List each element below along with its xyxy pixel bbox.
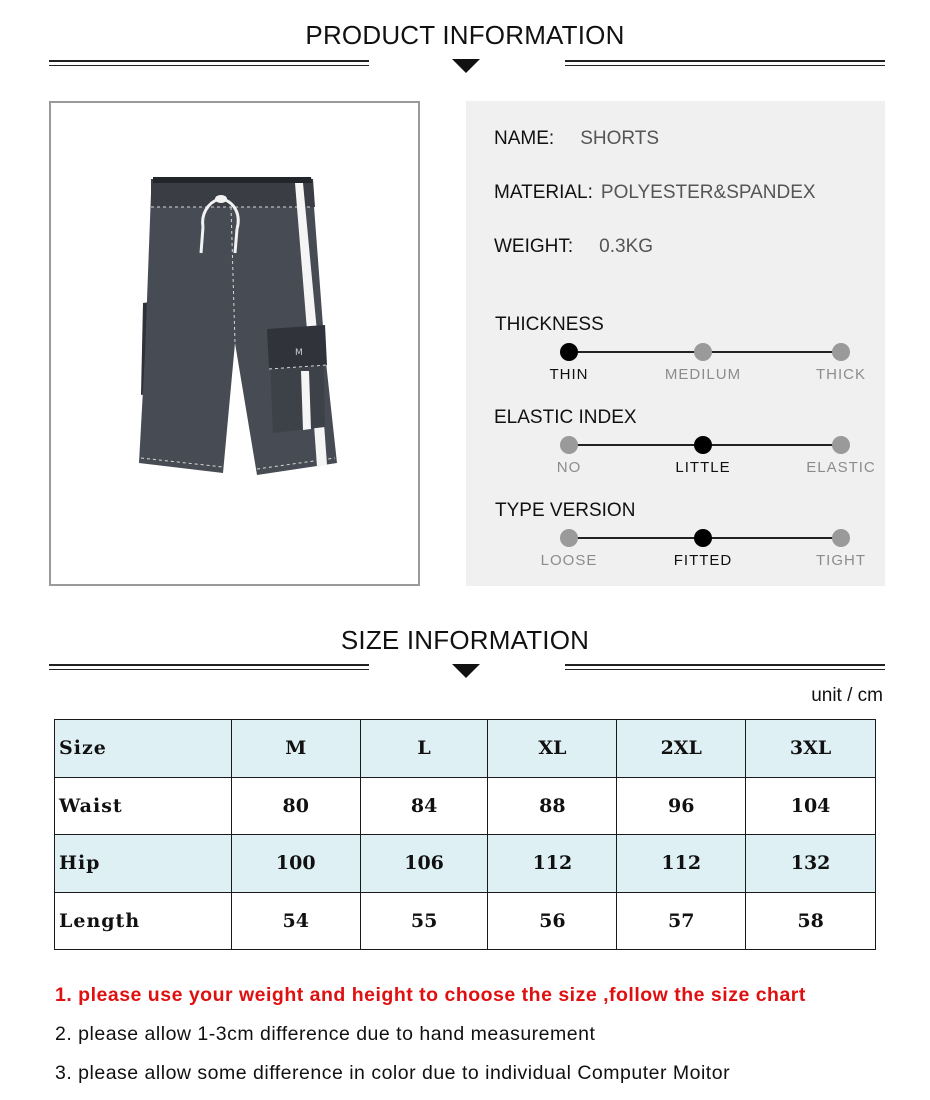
table-row [55, 777, 876, 835]
table-header-row [55, 720, 876, 778]
svg-text:M: M [295, 348, 303, 358]
note-size-advice: 1. please use your weight and height to choose the size ,follow the size chart [55, 984, 806, 1006]
material-label: MATERIAL: [494, 182, 593, 203]
thickness-label-thick: THICK [816, 366, 866, 383]
down-triangle-icon [452, 664, 480, 678]
table-cell: 55 [360, 892, 488, 950]
type-label-tight: TIGHT [816, 552, 866, 569]
type-dot-fitted [694, 529, 712, 547]
unit-label: unit / cm [811, 685, 883, 706]
elastic-dot-no [560, 436, 578, 454]
elastic-index-title: ELASTIC INDEX [494, 407, 637, 428]
table-cell: 100 [231, 835, 360, 893]
table-cell: 56 [488, 892, 617, 950]
thickness-title: THICKNESS [495, 314, 604, 335]
table-header-cell: XL [488, 720, 617, 778]
table-header-cell: Size [55, 720, 232, 778]
table-row [55, 892, 876, 950]
divider-right [565, 664, 885, 670]
divider-right [565, 60, 885, 66]
elastic-dot-elastic [832, 436, 850, 454]
table-cell: 112 [617, 835, 746, 893]
down-triangle-icon [452, 59, 480, 73]
table-row-label: Length [55, 892, 232, 950]
divider-left [49, 664, 369, 670]
table-cell: 96 [617, 777, 746, 835]
type-label-loose: LOOSE [540, 552, 598, 569]
name-value: SHORTS [580, 128, 660, 149]
note-color: 3. please allow some difference in color due to individual Computer Moitor [55, 1062, 731, 1084]
product-photo-frame [49, 101, 420, 586]
weight-row [494, 236, 653, 258]
table-header-cell: 2XL [617, 720, 746, 778]
elastic-label-no: NO [556, 459, 582, 476]
type-dot-loose [560, 529, 578, 547]
thickness-dot-thin [560, 343, 578, 361]
elastic-label-elastic: ELASTIC [806, 459, 876, 476]
table-cell: 132 [746, 835, 876, 893]
type-label-fitted: FITTED [673, 552, 733, 569]
table-header-cell: L [360, 720, 488, 778]
table-cell: 106 [360, 835, 488, 893]
thickness-label-medium: MEDILUM [664, 366, 742, 383]
elastic-dot-little [694, 436, 712, 454]
thickness-label-thin: THIN [549, 366, 589, 383]
size-info-title: SIZE INFORMATION [340, 625, 590, 655]
thickness-dot-thick [832, 343, 850, 361]
table-row-label: Hip [55, 835, 232, 893]
table-cell: 84 [360, 777, 488, 835]
type-version-title: TYPE VERSION [495, 500, 636, 521]
weight-value: 0.3KG [599, 236, 654, 257]
name-label: NAME: [494, 128, 555, 149]
table-row-label: Waist [55, 777, 232, 835]
shorts-image [51, 103, 418, 584]
size-chart-table [54, 719, 876, 950]
table-cell: 57 [617, 892, 746, 950]
thickness-dot-medium [694, 343, 712, 361]
table-row [55, 835, 876, 893]
table-header-cell: 3XL [746, 720, 876, 778]
material-value: POLYESTER&SPANDEX [600, 182, 816, 203]
table-header-cell: M [231, 720, 360, 778]
product-info-panel [466, 101, 885, 586]
product-info-title: PRODUCT INFORMATION [305, 20, 625, 50]
divider-left [49, 60, 369, 66]
type-dot-tight [832, 529, 850, 547]
table-cell: 58 [746, 892, 876, 950]
table-cell: 88 [488, 777, 617, 835]
table-cell: 112 [488, 835, 617, 893]
material-row [494, 182, 816, 204]
note-measurement: 2. please allow 1-3cm difference due to hand measurement [55, 1023, 596, 1045]
weight-label: WEIGHT: [494, 236, 574, 257]
table-cell: 80 [231, 777, 360, 835]
table-cell: 104 [746, 777, 876, 835]
name-row [494, 128, 659, 150]
elastic-label-little: LITTLE [675, 459, 731, 476]
table-cell: 54 [231, 892, 360, 950]
